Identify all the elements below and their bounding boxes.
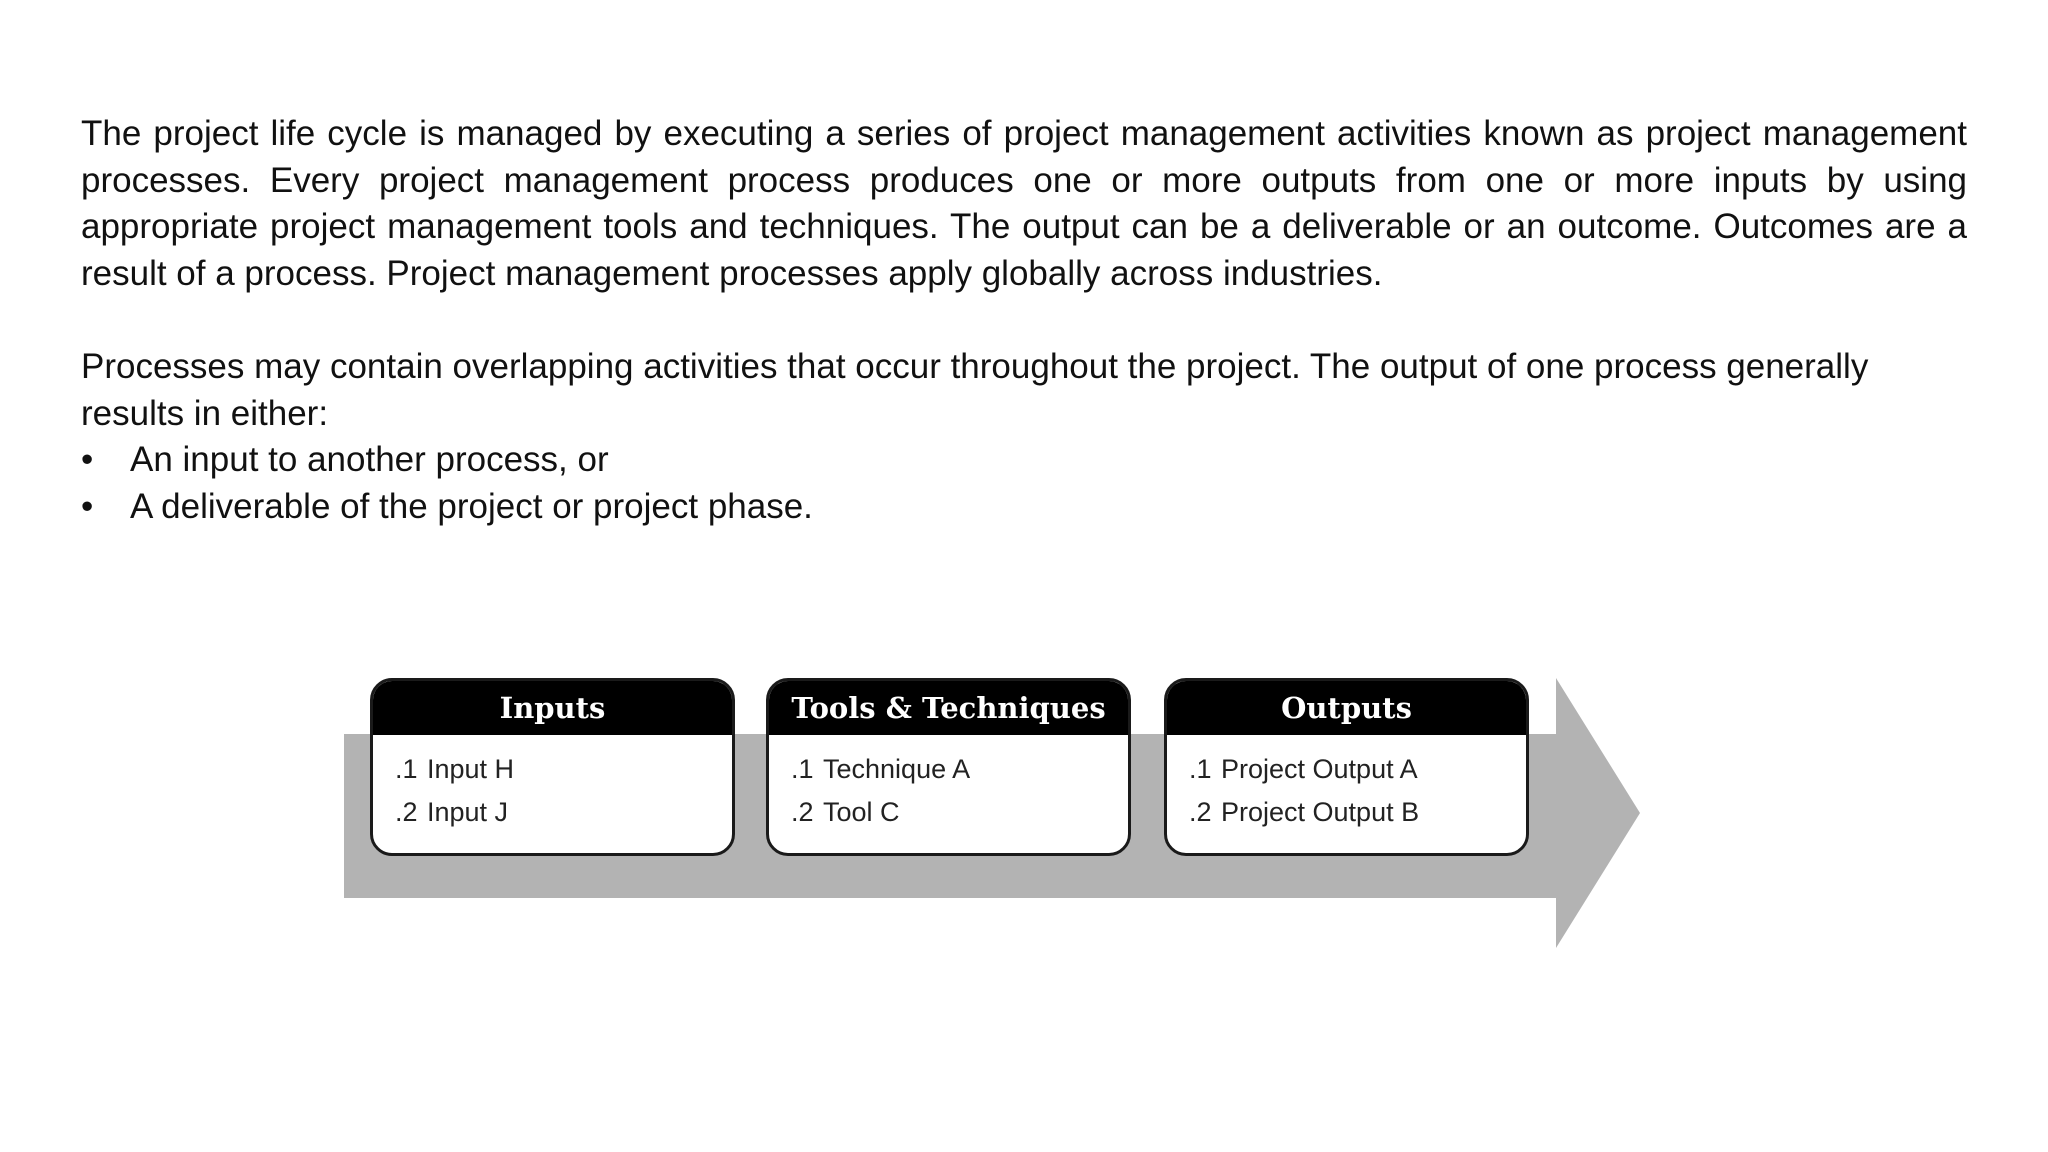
inputs-list xyxy=(373,735,732,834)
process-diagram xyxy=(344,678,1644,958)
item-text: Tool C xyxy=(823,797,900,827)
tools-techniques-list xyxy=(769,735,1128,834)
bullet-text: A deliverable of the project or project phase. xyxy=(130,486,813,526)
item-number: .1 xyxy=(1189,754,1212,784)
list-item xyxy=(1189,748,1526,791)
bullet-marker: • xyxy=(81,486,94,526)
outputs-box xyxy=(1164,678,1529,856)
list-item xyxy=(395,791,732,834)
outputs-list xyxy=(1167,735,1526,834)
item-text: Input H xyxy=(427,754,515,784)
list-item xyxy=(791,791,1128,834)
item-number: .2 xyxy=(791,797,814,827)
item-number: .2 xyxy=(1189,797,1212,827)
bullet-marker: • xyxy=(81,440,94,479)
list-item xyxy=(1189,791,1526,834)
tools-techniques-header: Tools & Techniques xyxy=(769,681,1128,735)
bullet-item xyxy=(81,484,813,531)
inputs-box xyxy=(370,678,735,856)
bullet-text: An input to another process, or xyxy=(130,440,609,479)
outputs-header: Outputs xyxy=(1167,681,1526,735)
item-text: Project Output A xyxy=(1221,754,1418,784)
intro-paragraph: The project life cycle is managed by executing a series of project management activities known as project management processes. Every project management process produces one or more outputs from one or more inputs by using appropriate project management tools and techniques. The output can be a deliverable or an outcome. Outcomes are a result of a process. Project management processes apply globally across industries. xyxy=(81,114,1967,293)
tools-techniques-box xyxy=(766,678,1131,856)
bullet-item xyxy=(81,437,813,484)
item-number: .2 xyxy=(395,797,418,827)
bullet-list xyxy=(81,437,813,530)
list-item xyxy=(395,748,732,791)
processes-paragraph: Processes may contain overlapping activities that occur throughout the project. The output of one process generally results in either: xyxy=(81,347,1869,433)
item-text: Project Output B xyxy=(1221,797,1420,827)
inputs-header: Inputs xyxy=(373,681,732,735)
item-text: Technique A xyxy=(823,754,971,784)
item-number: .1 xyxy=(395,754,418,784)
item-number: .1 xyxy=(791,754,814,784)
item-text: Input J xyxy=(427,797,509,827)
list-item xyxy=(791,748,1128,791)
